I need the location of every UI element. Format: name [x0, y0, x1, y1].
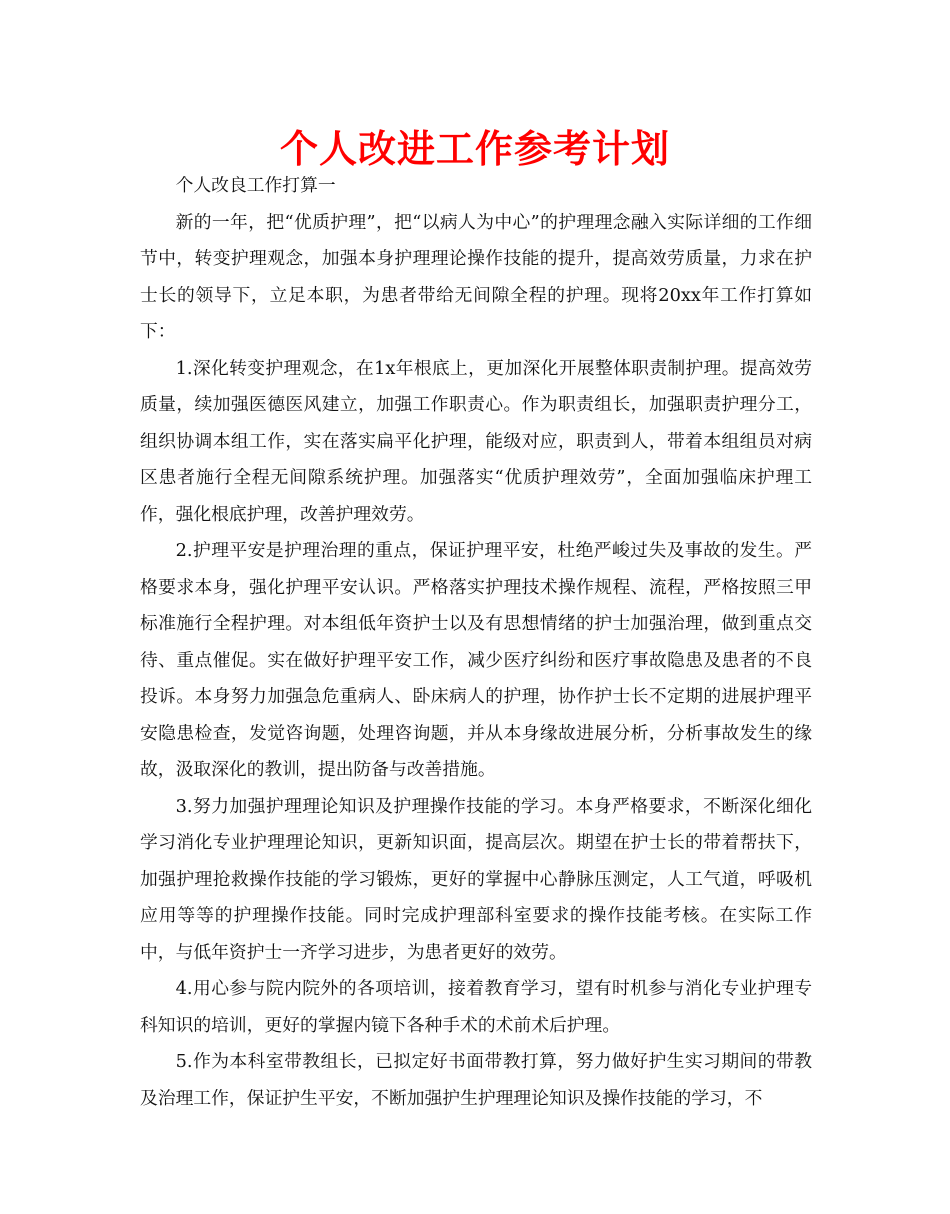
plan-item-3: 3.努力加强护理理论知识及护理操作技能的学习。本身严格要求，不断深化细化学习消化专业护理理论知识，更新知识面，提高层次。期望在护士长的带着帮扶下，加强护理抢救操作技能的学习锻炼，更好的掌握中心静脉压测定，人工气道，呼吸机应用等等的护理操作技能。同时完成护理部科室要求的操作技能考核。在实际工作中，与低年资护士一齐学习进步，为患者更好的效劳。: [140, 795, 812, 963]
plan-item-5: 5.作为本科室带教组长，已拟定好书面带教打算，努力做好护生实习期间的带教及治理工作，保证护生平安，不断加强护生护理理论知识及操作技能的学习，不: [140, 1051, 812, 1109]
section-heading: 个人改良工作打算一: [175, 175, 336, 196]
document-body: [140, 168, 812, 1117]
intro-paragraph: 新的一年，把“优质护理”，把“以病人为中心”的护理理念融入实际详细的工作细节中，转变护理观念，加强本身护理理论操作技能的提升，提高效劳质量，力求在护士长的领导下，立足本职，为患者带给无间隙全程的护理。现将20xx年工作打算如下：: [140, 211, 812, 342]
plan-item-1: 1.深化转变护理观念，在1x年根底上，更加深化开展整体职责制护理。提高效劳质量，续加强医德医风建立，加强工作职责心。作为职责组长，加强职责护理分工，组织协调本组工作，实在落实扁平化护理，能级对应，职责到人，带着本组组员对病区患者施行全程无间隙系统护理。加强落实“优质护理效劳”，全面加强临床护理工作，强化根底护理，改善护理效劳。: [140, 357, 812, 525]
plan-item-4: 4.用心参与院内院外的各项培训，接着教育学习，望有时机参与消化专业护理专科知识的培训，更好的掌握内镜下各种手术的术前术后护理。: [140, 978, 812, 1036]
document-title: 个人改进工作参考计划: [279, 126, 670, 171]
plan-item-2: 2.护理平安是护理治理的重点，保证护理平安，杜绝严峻过失及事故的发生。严格要求本身，强化护理平安认识。严格落实护理技术操作规程、流程，严格按照三甲标准施行全程护理。对本组低年资护士以及有思想情绪的护士加强治理，做到重点交待、重点催促。实在做好护理平安工作，减少医疗纠纷和医疗事故隐患及患者的不良投诉。本身努力加强急危重病人、卧床病人的护理，协作护士长不定期的进展护理平安隐患检查，发觉咨询题，处理咨询题，并从本身缘故进展分析，分析事故发生的缘故，汲取深化的教训，提出防备与改善措施。: [140, 540, 812, 780]
